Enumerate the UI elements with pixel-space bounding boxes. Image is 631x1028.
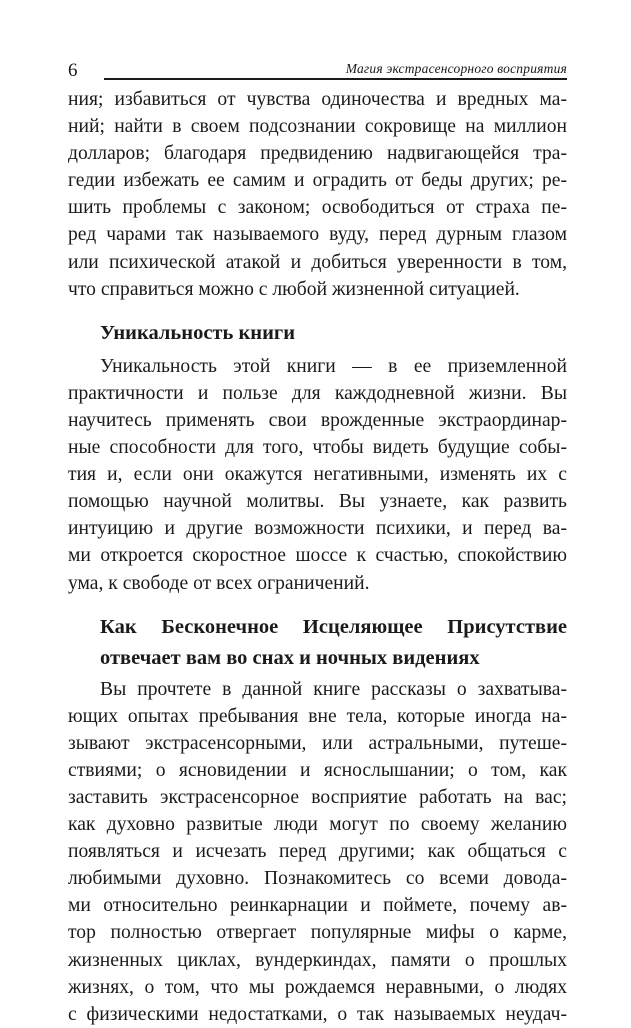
text-line: шить проблемы с законом; освободиться от страха пе- [68, 197, 567, 219]
header-rule [104, 78, 567, 80]
text-line: с физическими недостатками, о так называемых неудач- [68, 1003, 567, 1025]
running-title-block [104, 62, 567, 80]
text-line: научитесь применять свои врожденные экстраординар- [68, 409, 567, 431]
text-line: жизненных циклах, вундеркиндах, памяти о прошлых [68, 949, 567, 971]
text-line: ума, к свободе от всех ограничений. [68, 572, 370, 594]
text-line: ные способности для того, чтобы видеть будущие собы- [68, 437, 567, 459]
text-line: помощью научной молитвы. Вы узнаете, как развить [68, 491, 567, 513]
text-line: Вы прочтете в данной книге рассказы о захватыва- [100, 678, 567, 700]
running-head [68, 58, 567, 80]
text-line: ния; избавиться от чувства одиночества и вредных ма- [68, 89, 567, 110]
text-line: тия и, если они окажутся негативными, изменять их с [68, 464, 567, 486]
unique-paragraph [68, 353, 567, 597]
healing-paragraph [68, 676, 567, 1028]
text-line: как духовно развитые люди могут по своему желанию [68, 814, 567, 836]
text-line: жизнях, о том, что мы рождаемся неравными, о людях [68, 976, 567, 998]
section-heading-healing-line2: отвечает вам во снах и ночных видениях [100, 646, 480, 669]
text-line: гедии избежать ее самим и оградить от беды других; ре- [68, 170, 567, 192]
section-heading-unique: Уникальность книги [100, 321, 296, 344]
text-line: ющих опытах пребывания вне тела, которые иногда на- [68, 705, 567, 727]
text-line: тор полностью отвергает популярные мифы о карме, [68, 922, 567, 944]
text-line: интуицию и другие возможности психики, и перед ва- [68, 518, 567, 540]
running-title: Магия экстрасенсорного восприятия [345, 61, 567, 76]
text-line: ред чарами так называемого вуду, перед дурным глазом [68, 224, 567, 246]
text-line: ний; найти в своем подсознании сокровище на миллион [68, 116, 567, 138]
text-line: любимыми духовно. Познакомитесь со всеми довода- [68, 868, 567, 890]
text-line: что справиться можно с любой жизненной ситуацией. [68, 278, 520, 300]
intro-paragraph [68, 86, 567, 303]
section-heading-healing-line1: Как Бесконечное Исцеляющее Присутствие [100, 615, 567, 638]
text-line: заставить экстрасенсорное восприятие работать на вас; [68, 786, 567, 808]
text-line: или психической атакой и добиться уверенности в том, [68, 251, 567, 273]
text-line: практичности и пользе для каждодневной жизни. Вы [68, 382, 567, 404]
book-page [68, 58, 567, 1028]
page-number: 6 [68, 60, 78, 81]
text-line: ствиями; о ясновидении и яснослышании; о том, как [68, 759, 567, 781]
text-line: ми относительно реинкарнации и поймете, почему ав- [68, 895, 567, 917]
text-line: зывают экстрасенсорными, или астральными, путеше- [68, 732, 567, 754]
text-line: появляться и исчезать перед другими; как общаться с [68, 841, 567, 863]
text-line: долларов; благодаря предвидению надвигающейся тра- [68, 143, 567, 165]
text-line: ми откроется скоростное шоссе к счастью, спокойствию [68, 545, 567, 567]
text-line: Уникальность этой книги — в ее приземленной [100, 355, 567, 377]
